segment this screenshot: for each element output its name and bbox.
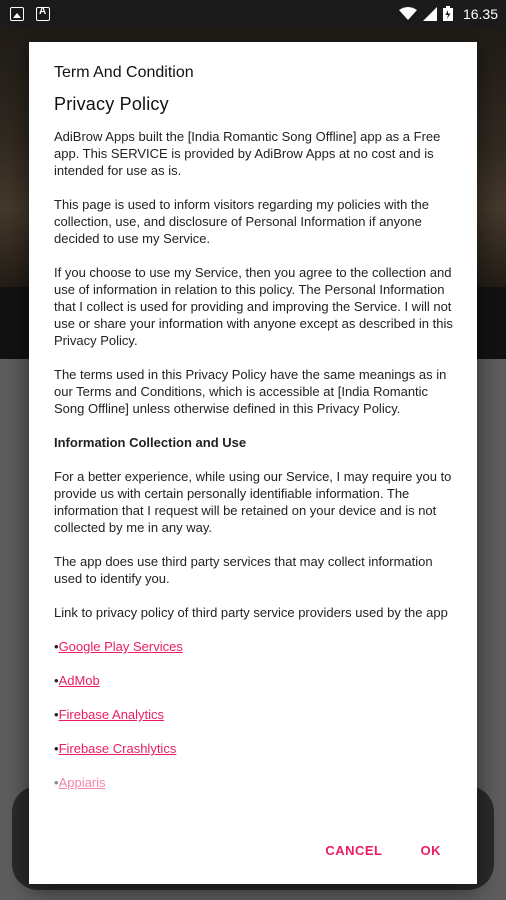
policy-paragraph: The terms used in this Privacy Policy have the same meanings as in our Terms and Conditions, which is accessible at [India Romantic Song Offline] unless otherwise defined in this Privacy Policy. [54, 367, 447, 416]
dialog-actions [29, 817, 477, 884]
cancel-button[interactable]: CANCEL [311, 835, 396, 866]
policy-paragraph: If you choose to use my Service, then you agree to the collection and use of information in relation to this policy. The Personal Information that I collect is used for providing and improving the Service. I will not use or share your information with anyone except as described in this Privacy Policy. [54, 265, 453, 348]
link-list-item: •Appiaris [54, 775, 106, 790]
photo-icon [10, 7, 24, 21]
policy-heading: Privacy Policy [54, 96, 169, 114]
admob-link[interactable]: AdMob [58, 673, 100, 688]
policy-paragraph: AdiBrow Apps built the [India Romantic Song Offline] app as a Free app. This SERVICE is provided by AdiBrow Apps at no cost and is intended for use as is. [54, 129, 441, 178]
google-play-services-link[interactable]: Google Play Services [58, 639, 183, 654]
notification-icon [36, 7, 50, 21]
terms-dialog [29, 42, 477, 884]
section-heading: Information Collection and Use [54, 435, 247, 450]
status-time: 16.35 [462, 5, 498, 22]
battery-icon [443, 6, 453, 21]
policy-paragraph: Link to privacy policy of third party service providers used by the app [54, 605, 448, 620]
wifi-icon [399, 7, 417, 21]
link-list-item: •Firebase Crashlytics [54, 741, 177, 756]
firebase-crashlytics-link[interactable]: Firebase Crashlytics [58, 741, 177, 756]
status-bar [0, 0, 506, 27]
policy-paragraph: The app does use third party services that may collect information used to identify you. [54, 554, 433, 586]
link-list-item: •AdMob [54, 673, 100, 688]
policy-paragraph: This page is used to inform visitors regarding my policies with the collection, use, and disclosure of Personal Information if anyone decided to use my Service. [54, 197, 429, 246]
signal-icon [423, 7, 437, 21]
policy-scroll-area[interactable] [54, 96, 456, 821]
appiaris-link[interactable]: Appiaris [58, 775, 106, 790]
firebase-analytics-link[interactable]: Firebase Analytics [58, 707, 165, 722]
link-list-item: •Firebase Analytics [54, 707, 165, 722]
ok-button[interactable]: OK [407, 835, 456, 866]
link-list-item: •Google Play Services [54, 639, 183, 654]
policy-paragraph: For a better experience, while using our Service, I may require you to provide us with certain personally identifiable information. The information that I request will be retained on your device and is not collected by me in any way. [54, 469, 452, 535]
dialog-title: Term And Condition [54, 64, 194, 81]
